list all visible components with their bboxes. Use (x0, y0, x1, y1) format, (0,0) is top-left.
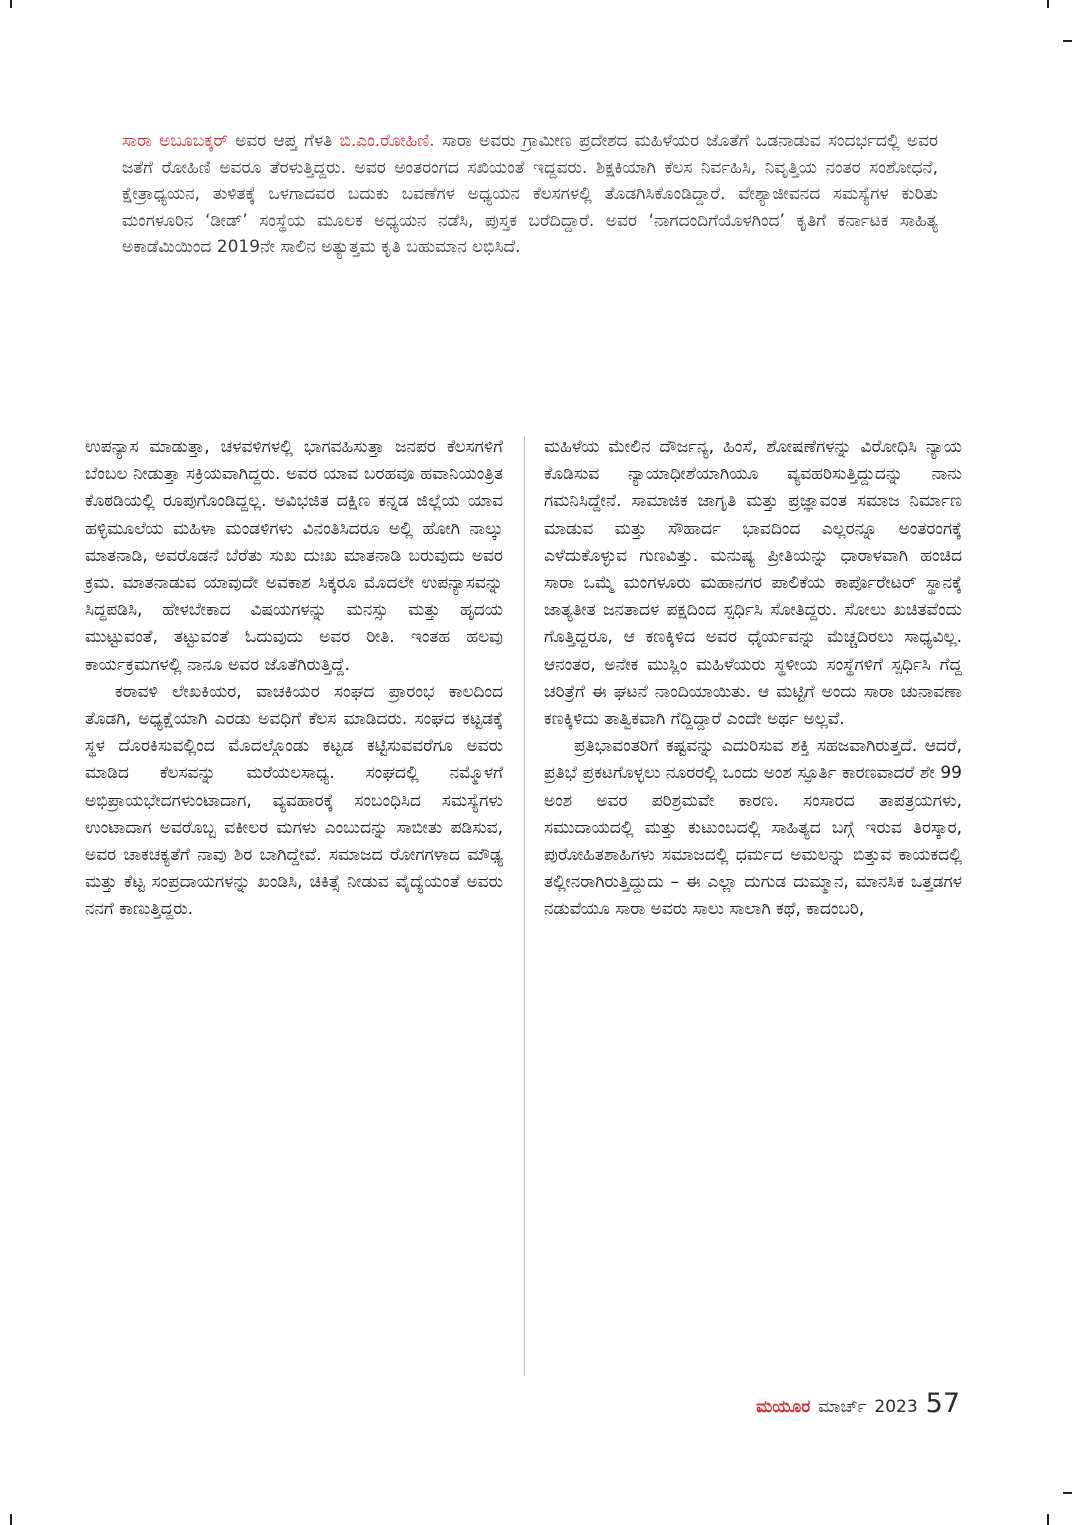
intro-text: ಸಾರಾ ಅವರು ಗ್ರಾಮೀಣ ಪ್ರದೇಶದ ಮಹಿಳೆಯರ ಜೊತೆಗೆ ಒಡನಾಡುವ ಸಂದರ್ಭದಲ್ಲಿ ಅವರ ಜತೆಗೆ ರೋಹಿಣಿ ಅವರೂ ತೆರಳುತ್ತಿದ್ದರು. ಅವರ ಅಂತರಂಗದ ಸಖಿಯಂತೆ ಇದ್ದವರು. ಶಿಕ್ಷಕಿಯಾಗಿ ಕೆಲಸ ನಿರ್ವಹಿಸಿ, ನಿವೃತ್ತಿಯ ನಂತರ ಸಂಶೋಧನೆ, ಕ್ಷೇತ್ರಾಧ್ಯಯನ, ತುಳಿತಕ್ಕೆ ಒಳಗಾದವರ ಬದುಕು ಬವಣೆಗಳ ಅಧ್ಯಯನ ಕೆಲಸಗಳಲ್ಲಿ ತೊಡಗಿಸಿಕೊಂಡಿದ್ದಾರೆ. ವೇಶ್ಯಾಜೀವನದ ಸಮಸ್ಯೆಗಳ ಕುರಿತು ಮಂಗಳೂರಿನ ‘ಡೀಡ್’ ಸಂಸ್ಥೆಯ ಮೂಲಕ ಅಧ್ಯಯನ ನಡೆಸಿ, ಪುಸ್ತಕ ಬರೆದಿದ್ದಾರೆ. ಅವರ ‘ನಾಗದಂದಿಗೆಯೊಳಗಿಂದ’ ಕೃತಿಗೆ ಕರ್ನಾಟಕ ಸಾಹಿತ್ಯ ಅಕಾಡೆಮಿಯಿಂದ 2019ನೇ ಸಾಲಿನ ಅತ್ಯುತ್ತಮ ಕೃತಿ ಬಹುಮಾನ ಲಭಿಸಿದೆ. (122, 131, 939, 257)
column-divider (524, 436, 525, 1376)
left-column (85, 434, 503, 924)
right-paragraph-1: ಮಹಿಳೆಯ ಮೇಲಿನ ದೌರ್ಜನ್ಯ, ಹಿಂಸೆ, ಶೋಷಣೆಗಳನ್ನು ವಿರೋಧಿಸಿ ನ್ಯಾಯ ಕೊಡಿಸುವ ನ್ಯಾಯಾಧೀಶೆಯಾಗಿಯೂ ವ್ಯವಹರಿಸುತ್ತಿದ್ದುದನ್ನು ನಾನು ಗಮನಿಸಿದ್ದೇನೆ. ಸಾಮಾಜಿಕ ಜಾಗೃತಿ ಮತ್ತು ಪ್ರಜ್ಞಾವಂತ ಸಮಾಜ ನಿರ್ಮಾಣ ಮಾಡುವ ಮತ್ತು ಸೌಹಾರ್ದ ಭಾವದಿಂದ ಎಲ್ಲರನ್ನೂ ಅಂತರಂಗಕ್ಕೆ ಎಳೆದುಕೊಳ್ಳುವ ಗುಣವಿತ್ತು. ಮನುಷ್ಯ ಪ್ರೀತಿಯನ್ನು ಧಾರಾಳವಾಗಿ ಹಂಚಿದ ಸಾರಾ ಒಮ್ಮೆ ಮಂಗಳೂರು ಮಹಾನಗರ ಪಾಲಿಕೆಯ ಕಾರ್ಪೊರೇಟರ್ ಸ್ಥಾನಕ್ಕೆ ಜಾತ್ಯತೀತ ಜನತಾದಳ ಪಕ್ಷದಿಂದ ಸ್ಪರ್ಧಿಸಿ ಸೋತಿದ್ದರು. ಸೋಲು ಖಚಿತವೆಂದು ಗೊತ್ತಿದ್ದರೂ, ಆ ಕಣಕ್ಕಿಳಿದ ಅವರ ಧೈರ್ಯವನ್ನು ಮೆಚ್ಚದಿರಲು ಸಾಧ್ಯವಿಲ್ಲ. ಆನಂತರ, ಅನೇಕ ಮುಸ್ಲಿಂ ಮಹಿಳೆಯರು ಸ್ಥಳೀಯ ಸಂಸ್ಥೆಗಳಿಗೆ ಸ್ಪರ್ಧಿಸಿ ಗೆದ್ದ ಚರಿತ್ರೆಗೆ ಈ ಘಟನೆ ನಾಂದಿಯಾಯಿತು. ಆ ಮಟ್ಟಿಗೆ ಅಂದು ಸಾರಾ ಚುನಾವಣಾ ಕಣಕ್ಕಿಳಿದು ತಾತ್ವಿಕವಾಗಿ ಗೆದ್ದಿದ್ದಾರೆ ಎಂದೇ ಅರ್ಥ ಅಲ್ಲವೆ. (544, 437, 962, 730)
crop-mark-top-right (1047, 0, 1049, 8)
right-paragraph-2: ಪ್ರತಿಭಾವಂತರಿಗೆ ಕಷ್ಟವನ್ನು ಎದುರಿಸುವ ಶಕ್ತಿ ಸಹಜವಾಗಿರುತ್ತದೆ. ಆದರೆ, ಪ್ರತಿಭೆ ಪ್ರಕಟಗೊಳ್ಳಲು ನೂರರಲ್ಲಿ ಒಂದು ಅಂಶ ಸ್ಫೂರ್ತಿ ಕಾರಣವಾದರೆ ಶೇ 99 ಅಂಶ ಅವರ ಪರಿಶ್ರಮವೇ ಕಾರಣ. ಸಂಸಾರದ ತಾಪತ್ರಯಗಳು, ಸಮುದಾಯದಲ್ಲಿ ಮತ್ತು ಕುಟುಂಬದಲ್ಲಿ ಸಾಹಿತ್ಯದ ಬಗ್ಗೆ ಇರುವ ತಿರಸ್ಕಾರ, ಪುರೋಹಿತಶಾಹಿಗಳು ಸಮಾಜದಲ್ಲಿ ಧರ್ಮದ ಅಮಲನ್ನು ಬಿತ್ತುವ ಕಾಯಕದಲ್ಲಿ ತಲ್ಲೀನರಾಗಿರುತ್ತಿದ್ದುದು – ಈ ಎಲ್ಲಾ ದುಗುಡ ದುಮ್ಮಾನ, ಮಾನಸಿಕ ಒತ್ತಡಗಳ ನಡುವೆಯೂ ಸಾರಾ ಅವರು ಸಾಲು ಸಾಲಾಗಿ ಕಥೆ, ಕಾದಂಬರಿ, (544, 736, 962, 920)
crop-mark-bottom-right (1047, 1514, 1049, 1525)
crop-mark-right-tick-bottom (1063, 1492, 1072, 1494)
crop-mark-right-tick (1063, 40, 1072, 42)
page-footer (756, 1388, 960, 1419)
intro-friend-name: ಬಿ.ಎಂ.ರೋಹಿಣಿ. (339, 131, 435, 151)
intro-friend-prefix: ಅವರ ಆಪ್ತ ಗೆಳತಿ (235, 131, 333, 151)
magazine-logo: ಮಯೂರ (756, 1397, 811, 1417)
right-column (544, 434, 962, 924)
issue-year: 2023 (874, 1397, 918, 1417)
crop-mark-bottom-left (10, 1514, 12, 1525)
left-paragraph-2: ಕರಾವಳಿ ಲೇಖಕಿಯರ, ವಾಚಕಿಯರ ಸಂಘದ ಪ್ರಾರಂಭ ಕಾಲದಿಂದ ತೊಡಗಿ, ಅಧ್ಯಕ್ಷೆಯಾಗಿ ಎರಡು ಅವಧಿಗೆ ಕೆಲಸ ಮಾಡಿದರು. ಸಂಘದ ಕಟ್ಟಡಕ್ಕೆ ಸ್ಥಳ ದೊರಕಿಸುವಲ್ಲಿಂದ ಮೊದಲ್ಗೊಂಡು ಕಟ್ಟಡ ಕಟ್ಟಿಸುವವರೆಗೂ ಅವರು ಮಾಡಿದ ಕೆಲಸವನ್ನು ಮರೆಯಲಸಾಧ್ಯ. ಸಂಘದಲ್ಲಿ ನಮ್ಮೊಳಗೆ ಅಭಿಪ್ರಾಯಭೇದಗಳುಂಟಾದಾಗ, ವ್ಯವಹಾರಕ್ಕೆ ಸಂಬಂಧಿಸಿದ ಸಮಸ್ಯೆಗಳು ಉಂಟಾದಾಗ ಅವರೊಬ್ಬ ವಕೀಲರ ಮಗಳು ಎಂಬುದನ್ನು ಸಾಬೀತು ಪಡಿಸುವ, ಅವರ ಚಾಕಚಕ್ಯತೆಗೆ ನಾವು ಶಿರ ಬಾಗಿದ್ದೇವೆ. ಸಮಾಜದ ರೋಗಗಳಾದ ಮೌಢ್ಯ ಮತ್ತು ಕೆಟ್ಟ ಸಂಪ್ರದಾಯಗಳನ್ನು ಖಂಡಿಸಿ, ಚಿಕಿತ್ಸೆ ನೀಡುವ ವೈದ್ಯೆಯಂತೆ ಅವರು ನನಗೆ ಕಾಣುತ್ತಿದ್ದರು. (85, 681, 503, 920)
issue-month: ಮಾರ್ಚ್ (818, 1397, 867, 1417)
page-number: 57 (925, 1388, 960, 1419)
crop-mark-top-left (10, 0, 12, 8)
author-intro-box (122, 128, 938, 261)
left-paragraph-1: ಉಪನ್ಯಾಸ ಮಾಡುತ್ತಾ, ಚಳವಳಿಗಳಲ್ಲಿ ಭಾಗವಹಿಸುತ್ತಾ ಜನಪರ ಕೆಲಸಗಳಿಗೆ ಬೆಂಬಲ ನೀಡುತ್ತಾ ಸಕ್ರಿಯವಾಗಿದ್ದರು. ಅವರ ಯಾವ ಬರಹವೂ ಹವಾನಿಯಂತ್ರಿತ ಕೊಠಡಿಯಲ್ಲಿ ರೂಪುಗೊಂಡಿದ್ದಲ್ಲ. ಅವಿಭಜಿತ ದಕ್ಷಿಣ ಕನ್ನಡ ಜಿಲ್ಲೆಯ ಯಾವ ಹಳ್ಳಿಮೂಲೆಯ ಮಹಿಳಾ ಮಂಡಳಿಗಳು ವಿನಂತಿಸಿದರೂ ಅಲ್ಲಿ ಹೋಗಿ ನಾಲ್ಕು ಮಾತನಾಡಿ, ಅವರೊಡನೆ ಬೆರೆತು ಸುಖ ದುಃಖ ಮಾತನಾಡಿ ಬರುವುದು ಅವರ ಕ್ರಮ. ಮಾತನಾಡುವ ಯಾವುದೇ ಅವಕಾಶ ಸಿಕ್ಕರೂ ಮೊದಲೇ ಉಪನ್ಯಾಸವನ್ನು ಸಿದ್ಧಪಡಿಸಿ, ಹೇಳಬೇಕಾದ ವಿಷಯಗಳನ್ನು ಮನಸ್ಸು ಮತ್ತು ಹೃದಯ ಮುಟ್ಟುವಂತೆ, ತಟ್ಟುವಂತೆ ಓದುವುದು ಅವರ ರೀತಿ. ಇಂತಹ ಹಲವು ಕಾರ್ಯಕ್ರಮಗಳಲ್ಲಿ ನಾನೂ ಅವರ ಜೊತೆಗಿರುತ್ತಿದ್ದೆ. (85, 437, 503, 675)
intro-name: ಸಾರಾ ಅಬೂಬಕ್ಕರ್ (122, 131, 229, 151)
